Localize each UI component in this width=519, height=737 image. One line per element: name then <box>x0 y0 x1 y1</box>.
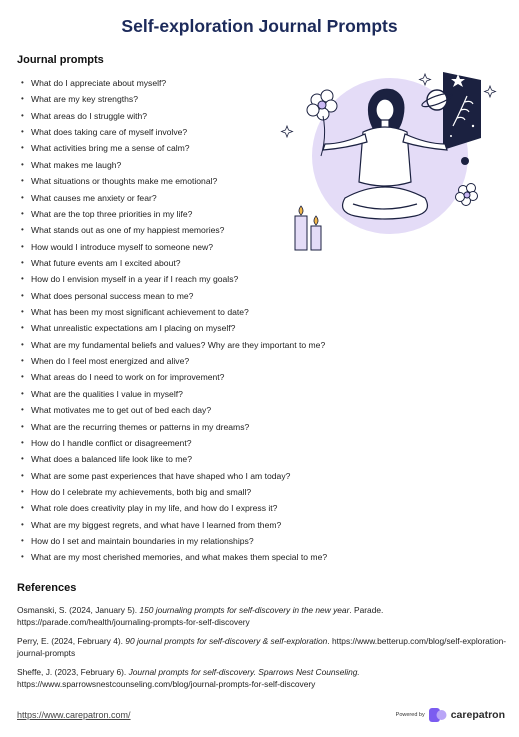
reference-tail: . Parade. https://parade.com/health/journaling-prompts-for-self-discovery <box>17 605 384 627</box>
journal-prompts-heading: Journal prompts <box>17 54 104 66</box>
reference-lead: Perry, E. (2024, February 4). <box>17 636 126 646</box>
reference-item <box>17 635 507 659</box>
list-item: • What does a balanced life look like to me? <box>21 451 401 467</box>
flame-icon <box>314 216 318 225</box>
reference-lead: Sheffe, J. (2023, February 6). <box>17 667 129 677</box>
reference-item <box>17 666 507 690</box>
reference-title: Journal prompts for self-discovery. Sparrows Nest Counseling. <box>128 667 360 677</box>
list-item: • When do I feel most energized and alive? <box>21 353 401 369</box>
sparkle-icon <box>420 74 431 85</box>
references-heading: References <box>17 582 77 594</box>
list-item: • What are my fundamental beliefs and values? Why are they important to me? <box>21 337 401 353</box>
list-item: • What do I appreciate about myself? <box>21 75 401 91</box>
reference-lead: Osmanski, S. (2024, January 5). <box>17 605 140 615</box>
list-item: • What unrealistic expectations am I placing on myself? <box>21 320 401 336</box>
planet-icon <box>427 90 447 110</box>
list-item: • What has been my most significant achievement to date? <box>21 304 401 320</box>
references-list <box>17 604 507 697</box>
dot-icon <box>461 157 469 165</box>
list-item: • How would I introduce myself to someone new? <box>21 239 401 255</box>
list-item: • What areas do I struggle with? <box>21 108 401 124</box>
list-item: • How do I set and maintain boundaries in my relationships? <box>21 533 401 549</box>
list-item: • What areas do I need to work on for improvement? <box>21 369 401 385</box>
powered-by-badge[interactable] <box>396 706 505 724</box>
sparkle-icon <box>282 126 293 137</box>
list-item: • What role does creativity play in my life, and how do I express it? <box>21 500 401 516</box>
list-item: • How do I envision myself in a year if I reach my goals? <box>21 271 401 287</box>
list-item: • What future events am I excited about? <box>21 255 401 271</box>
list-item: • What are my key strengths? <box>21 91 401 107</box>
brand-name: carepatron <box>450 709 505 721</box>
list-item: • What are some past experiences that have shaped who I am today? <box>21 468 401 484</box>
meditation-illustration <box>275 66 505 266</box>
list-item: • What are my most cherished memories, and what makes them special to me? <box>21 549 401 565</box>
list-item: • How do I celebrate my achievements, both big and small? <box>21 484 401 500</box>
list-item: • What does personal success mean to me? <box>21 288 401 304</box>
list-item: • What are the top three priorities in my life? <box>21 206 401 222</box>
list-item: • What does taking care of myself involve? <box>21 124 401 140</box>
list-item: • What are the recurring themes or patterns in my dreams? <box>21 419 401 435</box>
list-item: • What activities bring me a sense of calm? <box>21 140 401 156</box>
list-item: • What makes me laugh? <box>21 157 401 173</box>
list-item: • How do I handle conflict or disagreement? <box>21 435 401 451</box>
reference-title: 150 journaling prompts for self-discovery in the new year <box>139 605 350 615</box>
reference-tail: . https://www.betterup.com/blog/self-exploration-journal-prompts <box>17 636 507 658</box>
powered-by-label: Powered by <box>395 712 425 718</box>
carepatron-link[interactable]: https://www.carepatron.com/ <box>17 710 131 720</box>
list-item: • What situations or thoughts make me emotional? <box>21 173 401 189</box>
reference-item <box>17 604 507 628</box>
list-item: • What motivates me to get out of bed each day? <box>21 402 401 418</box>
reference-title: 90 journal prompts for self-discovery & self-exploration <box>125 636 328 646</box>
list-item: • What stands out as one of my happiest memories? <box>21 222 401 238</box>
carepatron-logo-icon <box>429 708 447 722</box>
list-item: • What are my biggest regrets, and what have I learned from them? <box>21 517 401 533</box>
reference-tail: https://www.sparrowsnestcounseling.com/blog/journal-prompts-for-self-discovery <box>17 679 316 689</box>
page-title: Self-exploration Journal Prompts <box>121 16 398 36</box>
night-window <box>443 72 481 150</box>
sparkle-icon <box>485 86 496 97</box>
list-item: • What causes me anxiety or fear? <box>21 190 401 206</box>
list-item: • What are the qualities I value in myself? <box>21 386 401 402</box>
flame-icon <box>299 206 303 215</box>
